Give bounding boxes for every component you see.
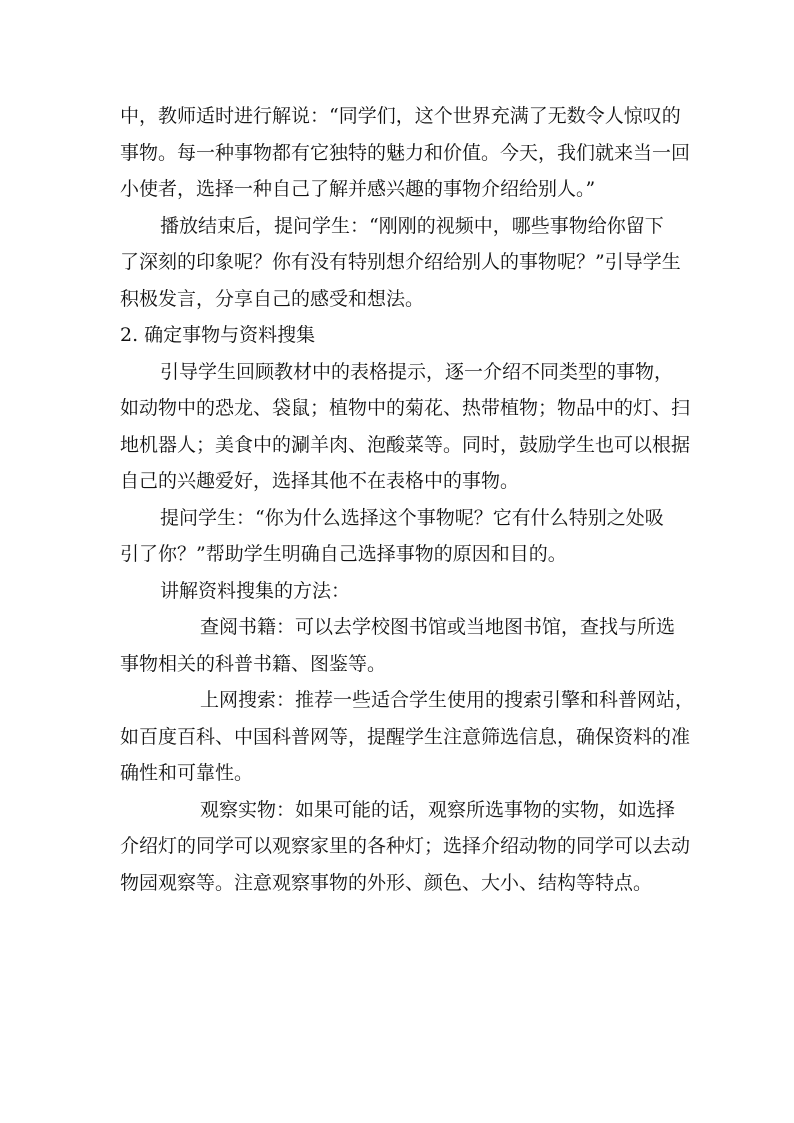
text-line: 物园观察等。注意观察事物的外形、颜色、大小、结构等特点。 [120, 871, 653, 894]
text-line: 引了你？”帮助学生明确自己选择事物的原因和目的。 [120, 543, 567, 565]
text-line: 介绍灯的同学可以观察家里的各种灯；选择介绍动物的同学可以去动 [120, 835, 691, 857]
section-heading: 2. 确定事物与资料搜集 [120, 324, 316, 346]
text-line: 确性和可靠性。 [120, 762, 254, 784]
text-line: 地机器人；美食中的涮羊肉、泡酸菜等。同时，鼓励学生也可以根据 [120, 433, 691, 456]
text-line: 如百度百科、中国科普网等，提醒学生注意筛选信息，确保资料的准 [120, 725, 691, 748]
list-item-first-line: 查阅书籍：可以去学校图书馆或当地图书馆，查找与所选 [200, 616, 676, 638]
list-item-first-line: 上网搜索：推荐一些适合学生使用的搜索引擎和科普网站， [200, 689, 695, 711]
text-line: 如动物中的恐龙、袋鼠；植物中的菊花、热带植物；物品中的灯、扫 [120, 397, 691, 419]
document-body [120, 98, 695, 901]
paragraph-first-line: 提问学生：“你为什么选择这个事物呢？它有什么特别之处吸 [160, 506, 664, 529]
paragraph-first-line: 引导学生回顾教材中的表格提示，逐一介绍不同类型的事物， [160, 360, 674, 383]
text-line: 积极发言，分享自己的感受和想法。 [120, 287, 425, 310]
text-line: 小使者，选择一种自己了解并感兴趣的事物介绍给别人。” [120, 178, 596, 200]
text-line: 自己的兴趣爱好，选择其他不在表格中的事物。 [120, 470, 520, 492]
paragraph-first-line: 播放结束后，提问学生：“刚刚的视频中，哪些事物给你留下 [160, 214, 664, 237]
text-line: 了深刻的印象呢？你有没有特别想介绍给别人的事物呢？”引导学生 [120, 251, 681, 273]
list-item-first-line: 观察实物：如果可能的话，观察所选事物的实物，如选择 [200, 798, 676, 821]
text-line: 事物。每一种事物都有它独特的魅力和价值。今天，我们就来当一回 [120, 141, 691, 164]
text-line: 事物相关的科普书籍、图鉴等。 [120, 652, 387, 675]
paragraph-first-line: 讲解资料搜集的方法： [160, 579, 351, 602]
text-line: 中，教师适时进行解说：“同学们，这个世界充满了无数令人惊叹的 [120, 105, 681, 127]
